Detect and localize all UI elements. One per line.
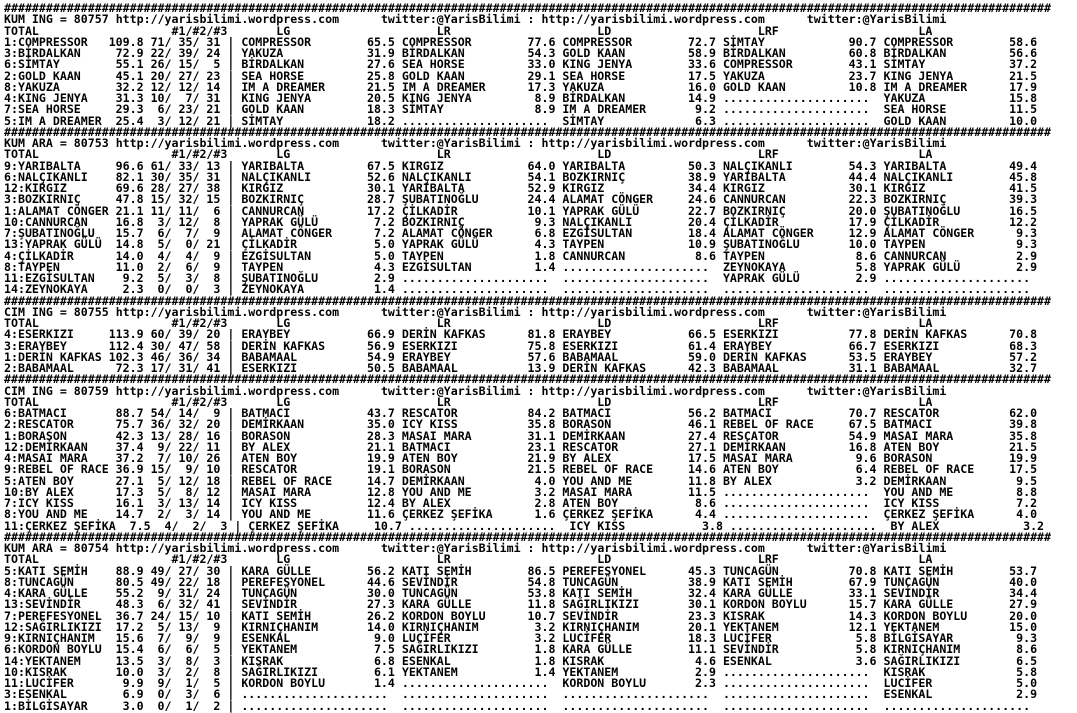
stats-row: 2:GOLD KAAN 45.1 20/ 27/ 23 | SEA HORSE 25.8 GOLD KAAN 29.1 SEA HORSE 17.5 YAKUZA 23.7 KING JENYA 21.5 — [4, 68, 1038, 83]
twitter-handle: twitter:@YarisBilimi — [380, 12, 521, 27]
site-url: http://yarisbilimi.wordpress.com — [115, 541, 340, 555]
separator-line: ###################################################################################################################################################### — [4, 529, 1052, 544]
site-url: http://yarisbilimi.wordpress.com — [541, 304, 765, 319]
stats-row: 12:SAĞIRLIKIZI 17.2 5/ 13/ 9 | KIRNIÇHANIM 14.0 KIRNIÇHANIM 3.2 KIRNIÇHANIM 20.1 YEKTANEM 12.1 YEKTANEM 15.0 — [4, 619, 1038, 634]
site-url: http://yarisbilimi.wordpress.com — [115, 136, 340, 150]
stats-row: 13:SEVİNDİR 48.3 6/ 32/ 41 | SEVİNDİR 27.3 KARA GÜLLE 11.8 SAĞIRLIKIZI 30.1 KORDON BOYLU 15.7 KARA GÜLLE 27.9 — [4, 597, 1038, 612]
stats-row: 3:BİRDALKAN 72.9 22/ 39/ 24 | YAKUZA 31.9 BİRDALKAN 54.3 GOLD KAAN 58.9 BİRDALKAN 60.8 BİRDALKAN 56.6 — [4, 46, 1038, 60]
stats-row: 11:ÇERKEZ ŞEFİKA 7.5 4/ 2/ 3 | ÇERKEZ ŞEFİKA 10.7 ..................... ICY KISS 3.8 ..................... BY ALEX 3.2 — [4, 518, 1045, 533]
column-header-row: TOTAL #1/#2/#3 LG LR LD LRF LA — [4, 552, 933, 567]
stats-row: 11:EZGİSULTAN 9.2 5/ 3/ 8 | ŞUBATINOĞLU 2.9 ..................... ..................... YAPRAK GÜLÜ 2.9 ..................... — [4, 271, 1031, 285]
stats-row: 6:SİMTAY 55.1 26/ 15/ 5 | BİRDALKAN 27.6 SEA HORSE 33.0 KING JENYA 33.6 COMPRESSOR 43.1 SİMTAY 37.2 — [4, 57, 1038, 72]
stats-row: 1:BORASON 42.3 13/ 28/ 16 | BORASON 28.3 MASAI MARA 31.1 DEMİRKAAN 27.4 RESCATOR 54.9 MASAI MARA 35.8 — [4, 428, 1038, 443]
section-title: CIM ING = 80759 — [4, 383, 109, 398]
section-header: KUM ING = 80757 http://yarisbilimi.wordpress.com twitter:@YarisBilimi : http://yarisbilimi.wordpress.com twitter:@YarisBilimi — [4, 12, 947, 27]
stats-row: 3:ESENKAL 6.9 0/ 3/ 6 | ..................... ..................... ..................... ..................... ESENKAL 2.9 — [4, 687, 1038, 702]
stats-row: 5:IM A DREAMER 25.4 3/ 12/ 21 | SİMTAY 18.2 ..................... SİMTAY 6.3 ..................... GOLD KAAN 10.0 — [4, 113, 1038, 128]
stats-row: 10:BY ALEX 17.3 5/ 8/ 12 | MASAI MARA 12.8 YOU AND ME 3.2 MASAI MARA 11.5 ..................... YOU AND ME 8.8 — [4, 484, 1038, 499]
section-header: KUM ARA = 80754 http://yarisbilimi.wordpress.com twitter:@YarisBilimi : http://yarisbilimi.wordpress.com twitter:@YarisBilimi — [4, 541, 947, 555]
stats-row: 4:MASAI MARA 37.2 7/ 10/ 26 | ATEN BOY 19.9 ATEN BOY 21.9 BY ALEX 17.5 MASAI MARA 9.6 BORASON 19.9 — [4, 451, 1038, 465]
twitter-handle: twitter:@YarisBilimi — [380, 136, 521, 150]
twitter-handle: twitter:@YarisBilimi — [806, 383, 947, 398]
twitter-handle: twitter:@YarisBilimi — [806, 136, 947, 150]
column-header-row: TOTAL #1/#2/#3 LG LR LD LRF LA — [4, 147, 933, 162]
stats-row: 14:YEKTANEM 13.5 3/ 8/ 3 | KISRAK 6.8 ESENKAL 1.8 KISRAK 4.6 ESENKAL 3.6 SAĞIRLIKIZI 6.5 — [4, 653, 1038, 668]
stats-row: 11:LUCİFER 9.9 9/ 1/ 5 | KORDON BOYLU 1.4 ..................... KORDON BOYLU 2.3 ..................... LUCİFER 5.0 — [4, 676, 1038, 690]
twitter-handle: twitter:@YarisBilimi — [380, 383, 521, 398]
stats-row: 9:YARIBALTA 96.6 61/ 33/ 13 | YARIBALTA 67.5 KIRGIZ 64.0 YARIBALTA 50.3 NALÇIKANLI 54.3 YARIBALTA 49.4 — [4, 158, 1038, 173]
separator-line: ###################################################################################################################################################### — [4, 124, 1052, 139]
stats-row: 4:KARA GÜLLE 55.2 9/ 31/ 24 | TUNCAGÜN 30.0 TUNCAGÜN 53.8 KATI SEMİH 32.4 KARA GÜLLE 33.1 SEVİNDİR 34.4 — [4, 586, 1038, 600]
stats-row: 8:YAKUZA 32.2 12/ 12/ 14 | IM A DREAMER 21.5 IM A DREAMER 17.3 YAKUZA 16.0 GOLD KAAN 10.8 IM A DREAMER 17.9 — [4, 79, 1038, 94]
stats-row: 10:KISRAK 10.0 3/ 2/ 8 | SAĞIRLIKIZI 6.1 YEKTANEM 1.4 YEKTANEM 2.9 ..................... KISRAK 5.8 — [4, 664, 1038, 679]
column-header-row: TOTAL #1/#2/#3 LG LR LD LRF LA — [4, 316, 933, 330]
stats-row: 14:ZEYNOKAYA 2.3 0/ 0/ 3 | ZEYNOKAYA 1.4 ..................... ..................... ..................... ..................... — [4, 282, 1031, 297]
separator-line: ###################################################################################################################################################### — [4, 1, 1052, 15]
site-url: http://yarisbilimi.wordpress.com — [541, 136, 765, 150]
section-title: KUM ARA = 80754 — [4, 541, 109, 555]
stats-row: 1:COMPRESSOR 109.8 71/ 35/ 31 | COMPRESSOR 65.5 COMPRESSOR 77.6 COMPRESSOR 72.7 SİMTAY 90.7 COMPRESSOR 58.6 — [4, 34, 1038, 49]
stats-row: 3:ERAYBEY 112.4 30/ 47/ 58 | DERİN KAFKAS 56.9 ESERKIZI 75.8 ESERKIZI 61.4 ERAYBEY 66.7 ESERKIZI 68.3 — [4, 338, 1038, 353]
stats-row: 6:BATMACI 88.7 54/ 14/ 9 | BATMACI 43.7 RESCATOR 84.2 BATMACI 56.2 BATMACI 70.7 RESCATOR 62.0 — [4, 406, 1038, 420]
section-header: KUM ARA = 80753 http://yarisbilimi.wordpress.com twitter:@YarisBilimi : http://yarisbilimi.wordpress.com twitter:@YarisBilimi — [4, 136, 947, 150]
site-url: http://yarisbilimi.wordpress.com — [541, 541, 765, 555]
twitter-handle: twitter:@YarisBilimi — [806, 12, 947, 27]
stats-row: 8:TUNCAGÜN 80.5 49/ 22/ 18 | PEREFESYONEL 44.6 SEVİNDİR 54.8 TUNCAGÜN 38.9 KATI SEMİH 67.9 TUNCAGÜN 40.0 — [4, 574, 1038, 589]
stats-row: 7:PEREFESYONEL 36.7 24/ 15/ 10 | KATI SEMİH 26.2 KORDON BOYLU 10.7 SEVİNDİR 23.3 KISRAK 14.3 KORDON BOYLU 20.0 — [4, 608, 1038, 623]
stats-row: 10:CANNURCAN 16.8 3/ 12/ 8 | YAPRAK GÜLÜ 7.2 BOZKIRNIÇ 9.3 NALÇIKANLI 20.4 ÇİLKADİR 17.9 ÇİLKADİR 12.2 — [4, 214, 1038, 229]
stats-row: 8:YOU AND ME 14.7 2/ 3/ 14 | YOU AND ME 11.6 ÇERKEZ ŞEFİKA 1.6 ÇERKEZ ŞEFİKA 4.4 ..................... ÇERKEZ ŞEFİKA 4.0 — [4, 507, 1038, 522]
twitter-handle: twitter:@YarisBilimi — [806, 541, 947, 555]
stats-row: 1:DERİN KAFKAS 102.3 46/ 36/ 34 | BABAMAAL 54.9 ERAYBEY 57.6 BABAMAAL 59.0 DERİN KAFKAS 53.5 ERAYBEY 57.2 — [4, 349, 1038, 364]
site-url: http://yarisbilimi.wordpress.com — [115, 12, 340, 27]
twitter-handle: twitter:@YarisBilimi — [806, 304, 947, 319]
stats-row: 4:ESERKIZI 113.9 60/ 39/ 20 | ERAYBEY 66.9 DERİN KAFKAS 81.8 ERAYBEY 66.5 ESERKIZI 77.8 DERİN KAFKAS 70.8 — [4, 327, 1038, 342]
section-header: CIM ING = 80755 http://yarisbilimi.wordpress.com twitter:@YarisBilimi : http://yarisbilimi.wordpress.com twitter:@YarisBilimi — [4, 304, 947, 319]
stats-row: 1:BİLGİSAYAR 3.0 0/ 1/ 2 | ..................... ..................... ..................... ..................... ..................... — [4, 698, 1031, 713]
stats-row: 7:ICY KISS 16.1 3/ 13/ 14 | ICY KISS 12.4 BY ALEX 2.8 ATEN BOY 8.6 ..................... ICY KISS 7.2 — [4, 496, 1038, 510]
stats-row: 6:NALÇIKANLI 82.1 30/ 35/ 31 | NALÇIKANLI 52.6 NALÇIKANLI 54.1 BOZKIRNIÇ 38.9 YARIBALTA 44.4 NALÇIKANLI 45.8 — [4, 169, 1038, 184]
column-header-row: TOTAL #1/#2/#3 LG LR LD LRF LA — [4, 23, 933, 38]
twitter-handle: twitter:@YarisBilimi — [380, 304, 521, 319]
stats-row: 5:KATI SEMİH 88.9 49/ 27/ 30 | KARA GÜLLE 56.2 KATI SEMİH 86.5 PEREFESYONEL 45.3 TUNCAGÜN 70.8 KATI SEMİH 53.7 — [4, 563, 1038, 578]
stats-row: 4:ÇİLKADİR 14.0 4/ 4/ 9 | EZGİSULTAN 5.0 TAYPEN 1.8 CANNURCAN 8.6 TAYPEN 8.6 CANNURCAN 2.9 — [4, 248, 1038, 263]
stats-row: 2:BABAMAAL 72.3 17/ 31/ 41 | ESERKIZI 50.5 BABAMAAL 13.9 DERİN KAFKAS 42.3 BABAMAAL 31.1 BABAMAAL 32.7 — [4, 361, 1038, 375]
section-title: KUM ARA = 80753 — [4, 136, 109, 150]
stats-row: 9:KIRNIÇHANIM 15.6 7/ 9/ 9 | ESENKAL 9.0 LUCİFER 3.2 LUCİFER 18.3 LUCİFER 5.8 BİLGİSAYAR 9.3 — [4, 631, 1038, 645]
site-url: http://yarisbilimi.wordpress.com — [541, 12, 765, 27]
column-header-row: TOTAL #1/#2/#3 LG LR LD LRF LA — [4, 394, 933, 409]
stats-row: 7:ŞUBATINOĞLU 15.7 6/ 7/ 9 | ALAMAT CÖNGER 7.2 ALAMAT CÖNGER 6.8 EZGİSULTAN 18.4 ALAMAT CÖNGER 12.9 ALAMAT CÖNGER 9.3 — [4, 226, 1038, 240]
stats-row: 5:ATEN BOY 27.1 5/ 12/ 18 | REBEL OF RACE 14.7 DEMİRKAAN 4.0 YOU AND ME 11.8 BY ALEX 3.2 DEMİRKAAN 9.5 — [4, 473, 1038, 488]
separator-line: ###################################################################################################################################################### — [4, 293, 1052, 308]
site-url: http://yarisbilimi.wordpress.com — [541, 383, 765, 398]
stats-row: 12:DEMİRKAAN 37.4 9/ 22/ 11 | BY ALEX 21.1 BATMACI 23.1 RESCATOR 27.1 DEMİRKAAN 16.8 ATEN BOY 21.5 — [4, 439, 1038, 454]
stats-row: 12:KIRGIZ 69.6 28/ 27/ 38 | KIRGIZ 30.1 YARIBALTA 52.9 KIRGIZ 34.4 KIRGIZ 30.1 KIRGIZ 41.5 — [4, 181, 1038, 195]
stats-row: 1:ALAMAT CÖNGER 21.1 11/ 11/ 6 | CANNURCAN 17.2 ÇİLKADİR 10.1 YAPRAK GÜLÜ 22.7 BOZKIRNIÇ 20.0 ŞUBATINOĞLU 16.5 — [4, 203, 1038, 218]
stats-row: 4:KING JENYA 31.3 10/ 7/ 31 | KING JENYA 20.5 KING JENYA 8.9 BİRDALKAN 14.9 ..................... YAKUZA 15.8 — [4, 91, 1038, 105]
section-header: CIM ING = 80759 http://yarisbilimi.wordpress.com twitter:@YarisBilimi : http://yarisbilimi.wordpress.com twitter:@YarisBilimi — [4, 383, 947, 398]
stats-row: 3:BOZKIRNIÇ 47.8 15/ 32/ 15 | BOZKIRNIÇ 28.7 ŞUBATINOĞLU 24.4 ALAMAT CÖNGER 24.6 CANNURCAN 22.3 BOZKIRNIÇ 39.3 — [4, 192, 1038, 207]
site-url: http://yarisbilimi.wordpress.com — [115, 383, 340, 398]
stats-row: 2:RESCATOR 75.7 36/ 32/ 20 | DEMİRKAAN 35.0 ICY KISS 35.8 BORASON 46.1 REBEL OF RACE 67.5 BATMACI 39.8 — [4, 417, 1038, 432]
twitter-handle: twitter:@YarisBilimi — [380, 541, 521, 555]
stats-row: 13:YAPRAK GÜLÜ 14.8 5/ 0/ 21 | ÇİLKADİR 5.0 YAPRAK GÜLÜ 4.3 TAYPEN 10.9 ŞUBATINOĞLU 10.0 TAYPEN 9.3 — [4, 237, 1038, 252]
stats-row: 7:SEA HORSE 29.3 6/ 23/ 21 | GOLD KAAN 18.3 SİMTAY 8.9 IM A DREAMER 9.2 ..................... SEA HORSE 11.5 — [4, 102, 1038, 117]
stats-row: 6:KORDON BOYLU 15.4 6/ 6/ 5 | YEKTANEM 7.5 SAĞIRLIKIZI 1.8 KARA GÜLLE 11.1 SEVİNDİR 5.8 KIRNIÇHANIM 8.6 — [4, 642, 1038, 657]
separator-line: ###################################################################################################################################################### — [4, 372, 1052, 387]
section-title: CIM ING = 80755 — [4, 304, 109, 319]
section-title: KUM ING = 80757 — [4, 12, 109, 27]
site-url: http://yarisbilimi.wordpress.com — [115, 304, 340, 319]
stats-row: 8:TAYPEN 11.0 2/ 6/ 9 | TAYPEN 4.3 EZGİSULTAN 1.4 ..................... ZEYNOKAYA 5.8 YAPRAK GÜLÜ 2.9 — [4, 259, 1038, 274]
stats-row: 9:REBEL OF RACE 36.9 15/ 9/ 10 | RESCATOR 19.1 BORASON 21.5 REBEL OF RACE 14.6 ATEN BOY 6.4 REBEL OF RACE 17.5 — [4, 462, 1038, 477]
